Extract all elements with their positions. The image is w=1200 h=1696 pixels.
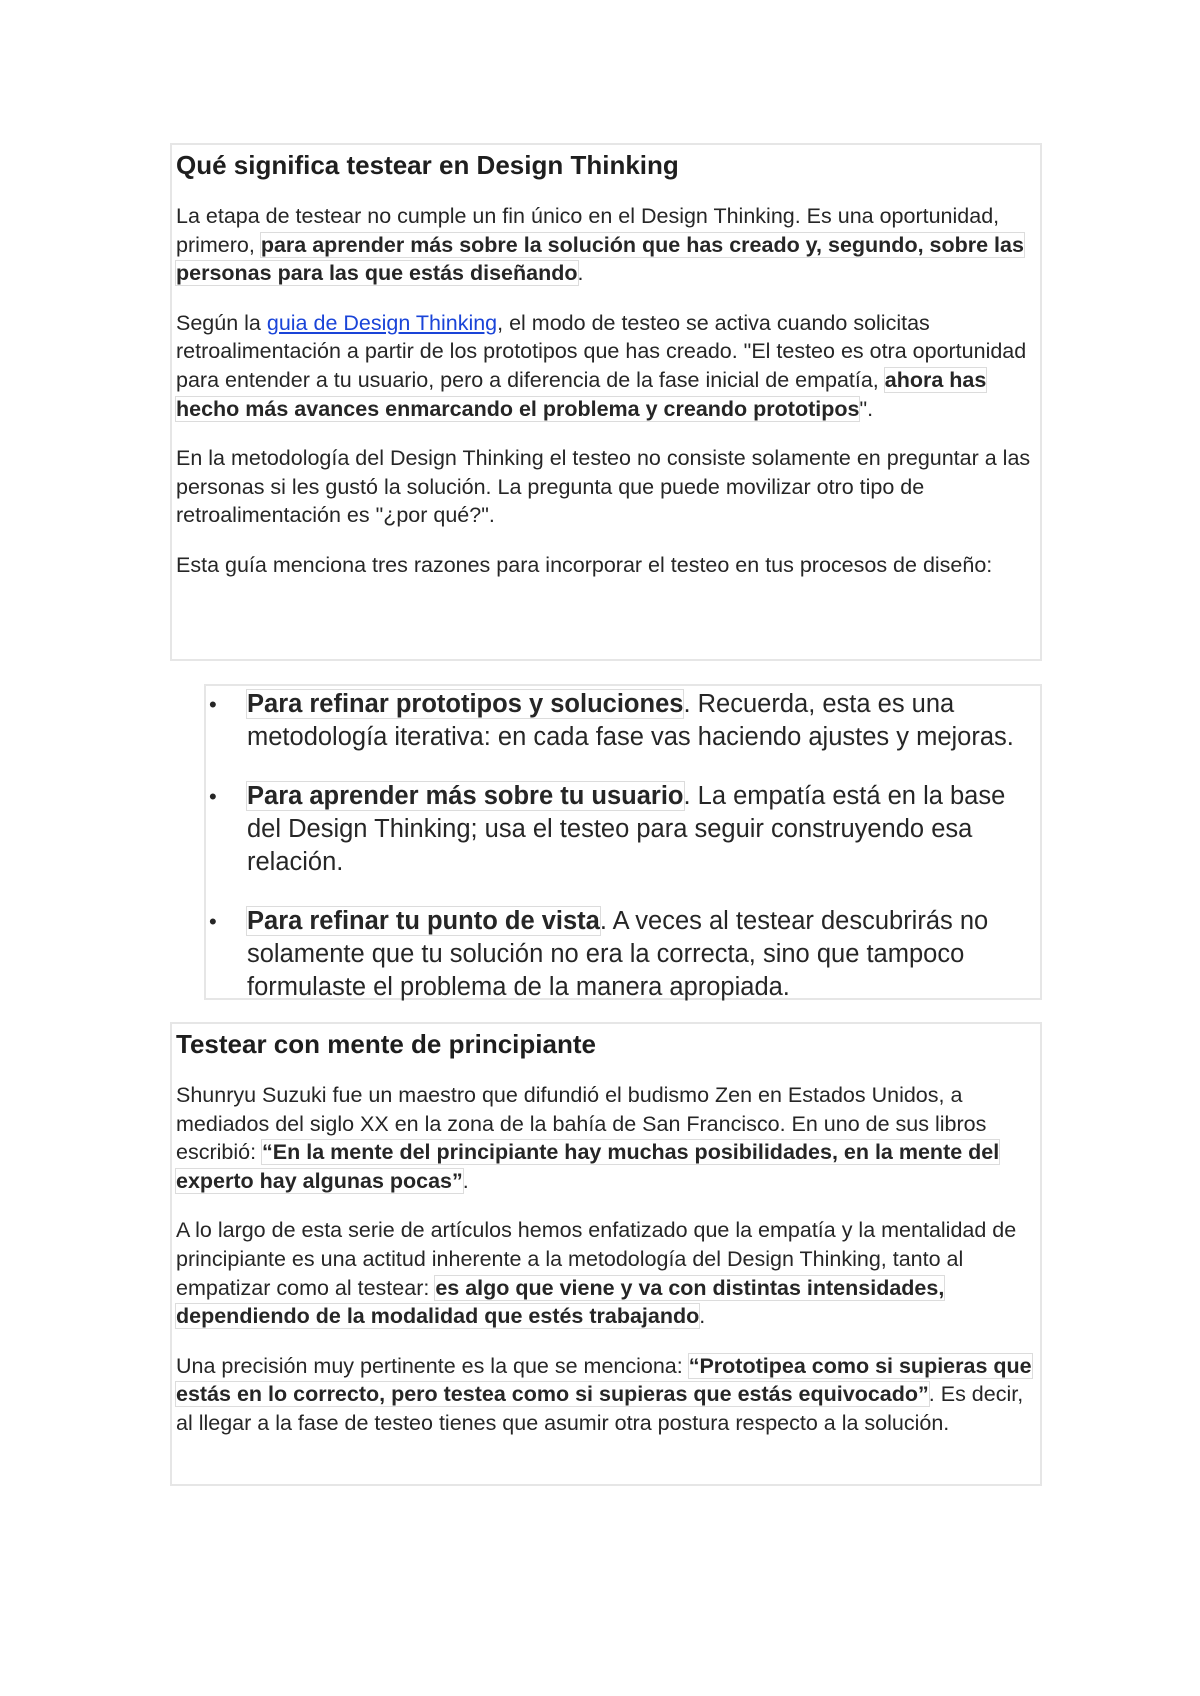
paragraph-intro xyxy=(176,202,1036,288)
highlighted-phrase: “En la mente del principiante hay muchas posibilidades, en la mente del experto hay algunas pocas” xyxy=(176,1140,1000,1193)
paragraph-text: La etapa de testear no cumple un fin único en el Design Thinking. Es una oportunidad, primero, xyxy=(176,204,1000,257)
list-item-bold: Para refinar prototipos y soluciones xyxy=(247,690,684,718)
list-item-text: . La empatía está en la base del Design Thinking; usa el testeo para seguir construyendo esa relación. xyxy=(247,782,1006,876)
paragraph-guide xyxy=(176,309,1036,423)
paragraph-text: . Es decir, al llegar a la fase de testeo tienes que asumir otra postura respecto a la solución. xyxy=(176,1382,1024,1435)
paragraph-text: , el modo de testeo se activa cuando solicitas retroalimentación a partir de los prototipos que has creado. "El testeo es otra oportunidad para entender a tu usuario, pero a diferencia de la fase inicial de empatía, xyxy=(176,310,1027,392)
reasons-list xyxy=(206,686,1040,1004)
section-title: Testear con mente de principiante xyxy=(176,1029,596,1059)
highlighted-phrase: para aprender más sobre la solución que has creado y, segundo, sobre las personas para las que estás diseñando xyxy=(176,232,1024,286)
list-item-text: . Recuerda, esta es una metodología iterativa: en cada fase vas haciendo ajustes y mejoras. xyxy=(247,690,1014,751)
bullet-icon: • xyxy=(209,909,217,934)
section-mente-principiante xyxy=(170,1022,1042,1486)
paragraph-text: ". xyxy=(859,396,874,421)
paragraph-text: . xyxy=(462,1168,469,1193)
paragraph-text: Según la xyxy=(176,310,267,335)
highlighted-phrase: ahora has hecho más avances enmarcando el problema y creando prototipos xyxy=(176,367,987,421)
paragraph-text: Una precisión muy pertinente es la que se menciona: xyxy=(176,1353,689,1378)
paragraph-empathy xyxy=(176,1216,1036,1330)
list-item xyxy=(206,780,1040,879)
list-item-text: . A veces al testear descubrirás no solamente que tu solución no era la correcta, sino que tampoco formulaste el problema de la manera apropiada. xyxy=(247,907,989,1001)
paragraph-text: . xyxy=(699,1304,706,1329)
list-item-bold: Para aprender más sobre tu usuario xyxy=(247,782,684,810)
section-testear-design-thinking xyxy=(170,143,1042,661)
paragraph-suzuki xyxy=(176,1081,1036,1195)
paragraph-text: A lo largo de esta serie de artículos hemos enfatizado que la empatía y la mentalidad de principiante es una actitud inherente a la metodología del Design Thinking, tanto al empatizar como al testear: xyxy=(176,1218,1017,1300)
list-item xyxy=(206,688,1040,754)
reasons-list-box xyxy=(204,684,1042,1000)
paragraph-text: Shunryu Suzuki fue un maestro que difundió el budismo Zen en Estados Unidos, a mediados del siglo XX en la zona de la bahía de San Francisco. En uno de sus libros escribió: xyxy=(176,1083,987,1165)
section-title: Qué significa testear en Design Thinking xyxy=(176,150,679,180)
highlighted-phrase: es algo que viene y va con distintas intensidades, dependiendo de la modalidad que estés trabajando xyxy=(176,1275,945,1329)
paragraph-reasons-intro: Esta guía menciona tres razones para incorporar el testeo en tus procesos de diseño: xyxy=(176,552,993,577)
bullet-icon: • xyxy=(209,784,217,809)
highlighted-phrase: “Prototipea como si supieras que estás en lo correcto, pero testea como si supieras que estás equivocado” xyxy=(176,1353,1032,1407)
list-item xyxy=(206,905,1040,1004)
guide-link[interactable]: guia de Design Thinking xyxy=(266,310,498,335)
paragraph-precision xyxy=(176,1352,1036,1438)
bullet-icon: • xyxy=(209,692,217,717)
paragraph-methodology: En la metodología del Design Thinking el testeo no consiste solamente en preguntar a las personas si les gustó la solución. La pregunta que puede movilizar otro tipo de retroalimentación es "¿por qué?". xyxy=(176,446,1031,528)
list-item-bold: Para refinar tu punto de vista xyxy=(247,907,600,935)
paragraph-text: . xyxy=(577,261,584,286)
